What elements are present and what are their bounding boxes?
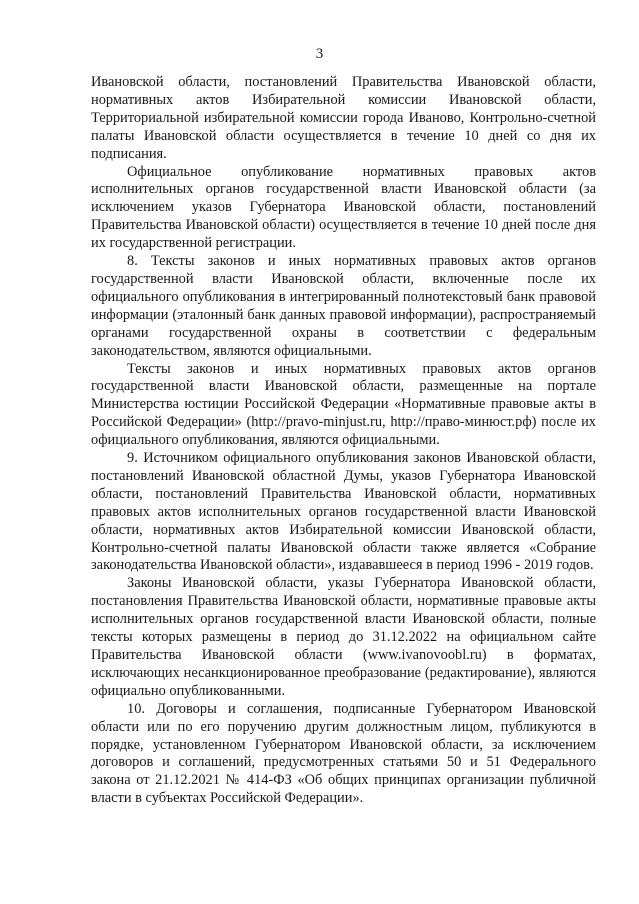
paragraph: Ивановской области, постановлений Правительства Ивановской области, нормативных актов Избирательной комиссии Ивановской области, Территориальной избирательной комиссии города Иваново, Контрольно-счетной палаты Ивановской области осуществляется в течение 10 дней со дня их подписания. (91, 74, 596, 162)
paragraph: Официальное опубликование нормативных правовых актов исполнительных органов государственной власти Ивановской области (за исключением указов Губернатора Ивановской области, постановлений Правительства Ивановской области) осуществляется в течение 10 дней после дня их государственной регистрации. (91, 163, 596, 252)
paragraph: Тексты законов и иных нормативных правовых актов органов государственной власти Ивановской области, размещенные на портале Министерства юстиции Российской Федерации «Нормативные правовые акты в Российской Федерации» (http://pravo-minjust.ru, http://право-минюст.рф) после их официального опубликования, являются официальными. (91, 360, 596, 449)
paragraph: 9. Источником официального опубликования законов Ивановской области, постановлений Ивановской областной Думы, указов Губернатора Ивановской области, постановлений Правительства Ивановской области, нормативных правовых актов исполнительных органов государственной власти Ивановской области, нормативных актов Избирательной комиссии Ивановской области, Контрольно-счетной палаты Ивановской области также является «Собрание законодательства Ивановской области», издававшееся в период 1996 - 2019 годов. (91, 450, 596, 574)
paragraph: Законы Ивановской области, указы Губернатора Ивановской области, постановления Правительства Ивановской области, нормативные правовые акты исполнительных органов государственной власти Ивановской области, полные тексты которых размещены в период до 31.12.2022 на официальном сайте Правительства Ивановской области (www.ivanovoobl.ru) в форматах, исключающих несанкционированное преобразование (редактирование), являются официально опубликованными. (91, 575, 596, 699)
document-body (91, 74, 596, 808)
page-number: 3 (315, 46, 324, 62)
paragraph: 8. Тексты законов и иных нормативных правовых актов органов государственной власти Ивановской области, включенные после их официального опубликования в интегрированный полнотекстовый банк правовой информации (эталонный банк данных правовой информации), распространяемый органами государственной охраны в соответствии с федеральным законодательством, являются официальными. (91, 253, 596, 359)
paragraph: 10. Договоры и соглашения, подписанные Губернатором Ивановской области или по его поручению другим должностным лицом, публикуются в порядке, установленном Губернатором Ивановской области, за исключением договоров и соглашений, предусмотренных статьями 50 и 51 Федерального закона от 21.12.2021 № 414-ФЗ «Об общих принципах организации публичной власти в субъектах Российской Федерации». (91, 700, 596, 807)
